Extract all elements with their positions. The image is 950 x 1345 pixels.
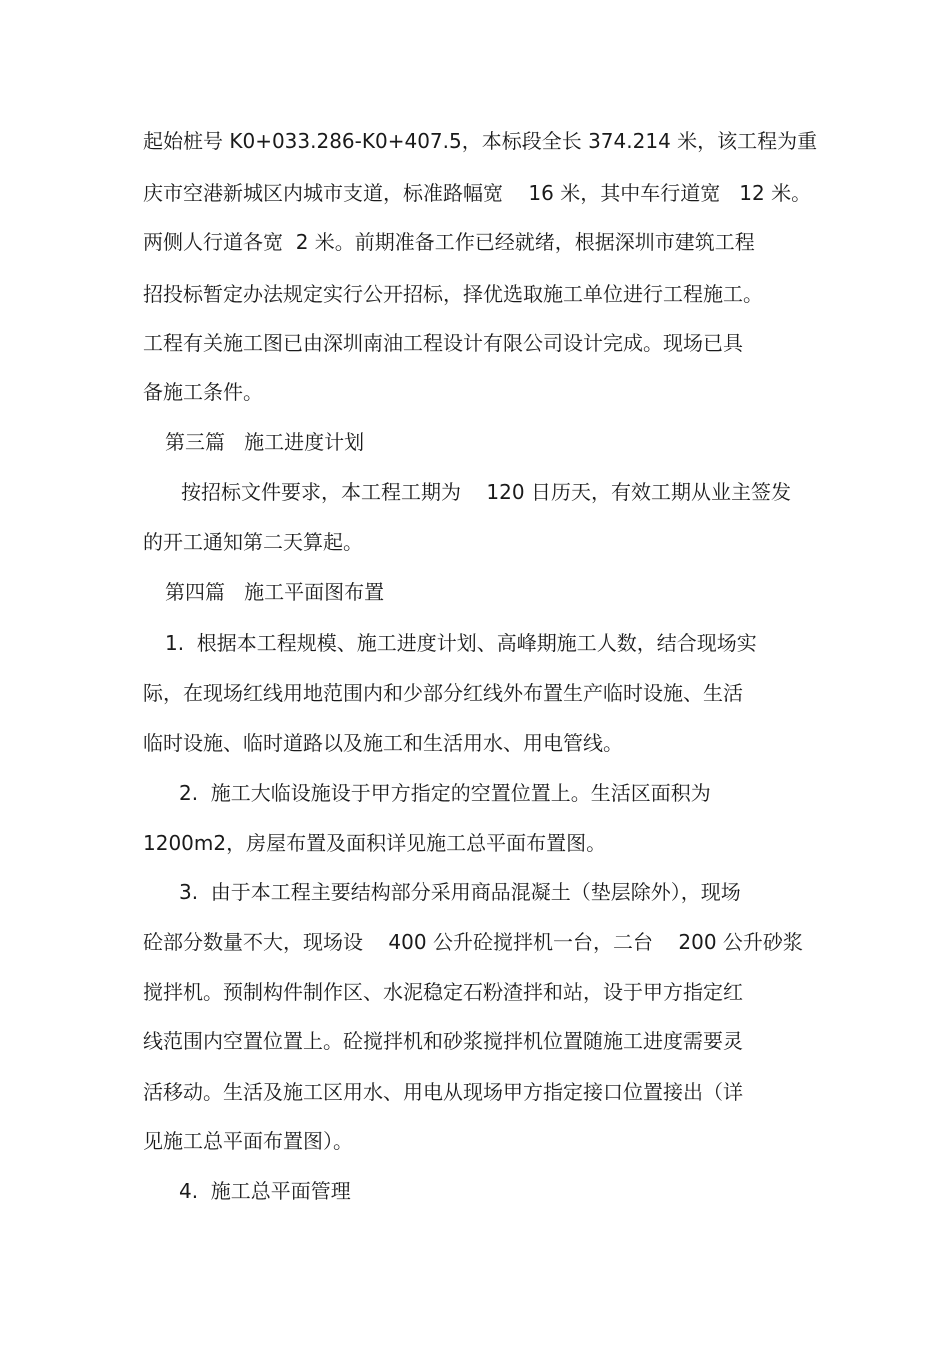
body-text-line: 两侧人行道各宽 2 米。前期准备工作已经就绪，根据深圳市建筑工程 xyxy=(143,230,755,254)
list-item-text: 1. 根据本工程规模、施工进度计划、高峰期施工人数，结合现场实 xyxy=(165,631,757,655)
section-heading: 第三篇 施工进度计划 xyxy=(165,430,365,454)
body-text-line: 起始桩号 K0+033.286-K0+407.5，本标段全长 374.214 米，该工程为重 xyxy=(143,129,818,153)
body-text-line: 备施工条件。 xyxy=(143,380,263,404)
body-text-line: 见施工总平面布置图）。 xyxy=(143,1129,353,1153)
body-text-line: 线范围内空置位置上。砼搅拌机和砂浆搅拌机位置随施工进度需要灵 xyxy=(143,1029,743,1053)
list-item-text: 3. 由于本工程主要结构部分采用商品混凝土（垫层除外），现场 xyxy=(179,880,741,904)
body-text-line: 搅拌机。预制构件制作区、水泥稳定石粉渣拌和站，设于甲方指定红 xyxy=(143,980,743,1004)
body-text-line: 临时设施、临时道路以及施工和生活用水、用电管线。 xyxy=(143,731,623,755)
body-text-line: 按招标文件要求，本工程工期为 120 日历天，有效工期从业主签发 xyxy=(181,480,791,504)
body-text-line: 工程有关施工图已由深圳南油工程设计有限公司设计完成。现场已具 xyxy=(143,331,743,355)
body-text-line: 活移动。生活及施工区用水、用电从现场甲方指定接口位置接出（详 xyxy=(143,1080,743,1104)
body-text-line: 庆市空港新城区内城市支道，标准路幅宽 16 米，其中车行道宽 12 米。 xyxy=(143,181,812,205)
body-text-line: 际，在现场红线用地范围内和少部分红线外布置生产临时设施、生活 xyxy=(143,681,743,705)
section-heading: 第四篇 施工平面图布置 xyxy=(165,580,385,604)
body-text-line: 招投标暂定办法规定实行公开招标，择优选取施工单位进行工程施工。 xyxy=(143,282,763,306)
list-item-text: 4. 施工总平面管理 xyxy=(179,1179,351,1203)
body-text-line: 1200m2，房屋布置及面积详见施工总平面布置图。 xyxy=(143,831,607,855)
body-text-line: 的开工通知第二天算起。 xyxy=(143,530,363,554)
body-text-line: 砼部分数量不大，现场设 400 公升砼搅拌机一台，二台 200 公升砂浆 xyxy=(143,930,803,954)
list-item-text: 2. 施工大临设施设于甲方指定的空置位置上。生活区面积为 xyxy=(179,781,711,805)
